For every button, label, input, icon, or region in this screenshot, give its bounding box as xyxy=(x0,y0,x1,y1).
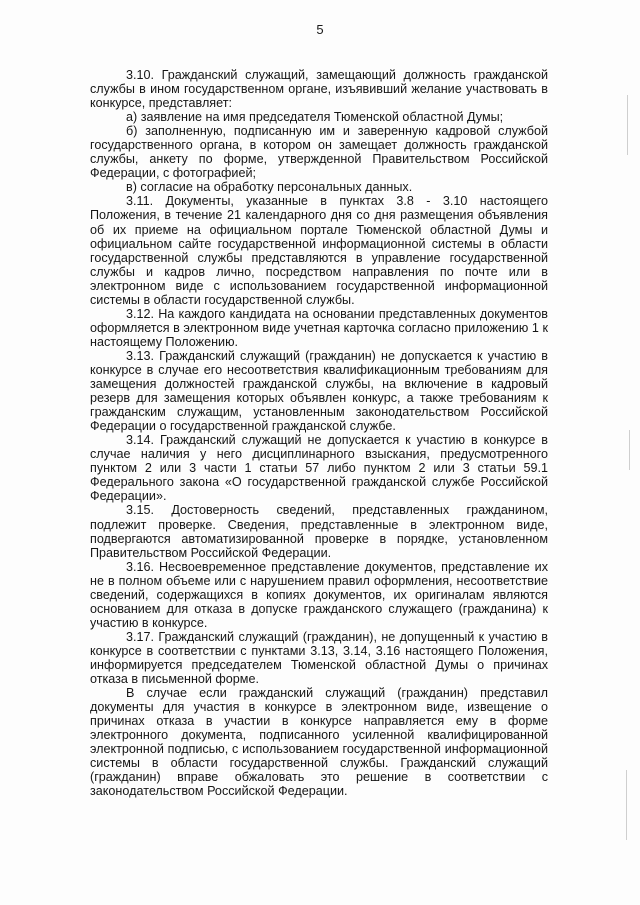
paragraph-3-16: 3.16. Несвоевременное представление документов, представление их не в полном объеме или с нарушением правил оформления, несоответствие сведений, содержащихся в копиях документов, их оригиналам являются основанием для отказа в допуске гражданского служащего (гражданина) к участию в конкурсе. xyxy=(90,559,548,630)
paragraph-3-10-b: б) заполненную, подписанную им и заверенную кадровой службой государственного органа, в котором он замещает должность гражданской службы, анкету по форме, утвержденной Правительством Российской Федерации, с фотографией; xyxy=(90,124,548,181)
paragraph-3-12: 3.12. На каждого кандидата на основании представленных документов оформляется в электронном виде учетная карточка согласно приложению 1 к настоящему Положению. xyxy=(90,306,548,349)
paragraph-3-17: 3.17. Гражданский служащий (гражданин), не допущенный к участию в конкурсе в соответствии с пунктами 3.13, 3.14, 3.16 настоящего Положения, информируется председателем Тюменской областной Думы о причинах отказа в письменной форме. xyxy=(90,629,548,687)
paragraph-3-10: 3.10. Гражданский служащий, замещающий должность гражданской службы в ином государственном органе, изъявивший желание участвовать в конкурсе, представляет: xyxy=(90,68,548,111)
document-body xyxy=(90,68,548,798)
paragraph-3-15: 3.15. Достоверность сведений, представленных гражданином, подлежит проверке. Сведения, представленные в электронном виде, подвергаются автоматизированной проверке в порядке, установленном Правительством Российской Федерации. xyxy=(90,503,548,560)
scan-artifact xyxy=(627,95,628,155)
scan-artifact xyxy=(626,770,627,840)
paragraph-electronic-notice: В случае если гражданский служащий (гражданин) представил документы для участия в конкурсе в электронном виде, извещение о причинах отказа в участии в конкурсе направляется ему в форме электронного документа, подписанного усиленной квалифицированной электронной подписью, с использованием государственной информационной системы в области государственной службы. Гражданский служащий (гражданин) вправе обжаловать это решение в соответствии с законодательством Российской Федерации. xyxy=(90,686,548,799)
page-number: 5 xyxy=(316,22,324,37)
scan-artifact xyxy=(629,430,630,470)
paragraph-3-13: 3.13. Гражданский служащий (гражданин) не допускается к участию в конкурсе в случае его несоответствия квалификационным требованиям для замещения должностей гражданской службы, на включение в кадровый резерв для замещения которых объявлен конкурс, а также требованиям к гражданским служащим, установленным законодательством Российской Федерации о государственной гражданской службе. xyxy=(90,348,548,434)
paragraph-3-14: 3.14. Гражданский служащий не допускается к участию в конкурсе в случае наличия у него дисциплинарного взыскания, предусмотренного пунктом 2 или 3 части 1 статьи 57 либо пунктом 2 или 3 статьи 59.1 Федерального закона «О государственной гражданской службе Российской Федерации». xyxy=(90,433,548,504)
paragraph-3-10-a: а) заявление на имя председателя Тюменской областной Думы; xyxy=(126,110,504,125)
paragraph-3-10-c: в) согласие на обработку персональных данных. xyxy=(126,180,413,195)
paragraph-3-11: 3.11. Документы, указанные в пунктах 3.8 - 3.10 настоящего Положения, в течение 21 календарного дня со дня размещения объявления об их приеме на официальном портале Тюменской областной Думы и официальном сайте государственной информационной системы в области государственной службы представляются в управление государственной службы и кадров лично, посредством направления по почте или в электронном виде с использованием государственной информационной системы в области государственной службы. xyxy=(90,194,548,307)
